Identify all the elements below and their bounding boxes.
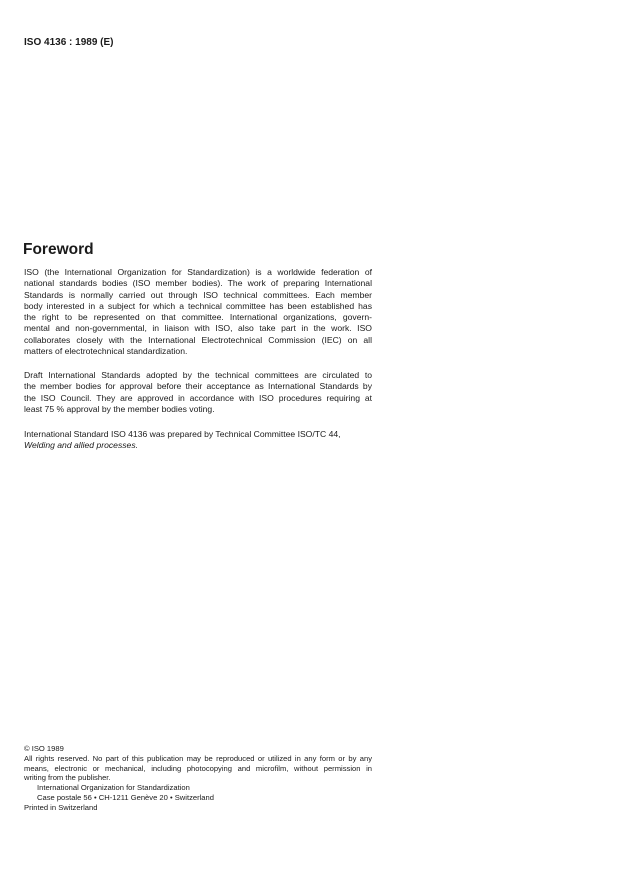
text-line: mental and non-governmental, in liaison with ISO, also take part in the work. ISO — [24, 323, 372, 334]
text-line: the ISO Council. They are approved in accordance with ISO procedures requiring at — [24, 392, 372, 403]
text-line: means, electronic or mechanical, including photocopying and microfilm, without permission in — [24, 763, 372, 773]
paragraph-1 — [24, 267, 372, 357]
text-line: body interested in a subject for which a technical committee has been established has — [24, 300, 372, 311]
paragraph-2 — [24, 370, 372, 415]
text-line: Draft International Standards adopted by the technical committees are circulated to — [24, 370, 372, 380]
text-line: collaborates closely with the International Electrotechnical Commission (IEC) on all — [24, 334, 372, 345]
copyright-line: © ISO 1989 — [24, 744, 64, 753]
copyright-footer — [24, 744, 372, 813]
publisher-name: International Organization for Standardization — [37, 783, 190, 793]
text-line: least 75 % approval by the member bodies voting. — [24, 403, 215, 414]
text-line: the member bodies for approval before their acceptance as International Standards by — [24, 381, 372, 392]
text-line: the right to be represented on that committee. International organizations, govern- — [24, 312, 372, 323]
text-line: ISO (the International Organization for Standardization) is a worldwide federation of — [24, 267, 372, 277]
section-title: Foreword — [23, 241, 94, 258]
text-line: writing from the publisher. — [24, 773, 111, 783]
text-line: Standards is normally carried out through ISO technical committees. Each member — [24, 289, 372, 300]
text-line: matters of electrotechnical standardization. — [24, 346, 188, 357]
text-line: International Standard ISO 4136 was prepared by Technical Committee ISO/TC 44, — [24, 429, 341, 439]
paragraph-3 — [24, 429, 372, 452]
printed-in: Printed in Switzerland — [24, 802, 98, 812]
text-line: All rights reserved. No part of this publication may be reproduced or utilized in any form or by any — [24, 753, 372, 763]
committee-title: Welding and allied processes. — [24, 440, 139, 451]
document-header: ISO 4136 : 1989 (E) — [24, 37, 114, 48]
publisher-address: Case postale 56 • CH-1211 Genève 20 • Switzerland — [37, 792, 214, 802]
text-line: national standards bodies (ISO member bodies). The work of preparing International — [24, 278, 372, 289]
